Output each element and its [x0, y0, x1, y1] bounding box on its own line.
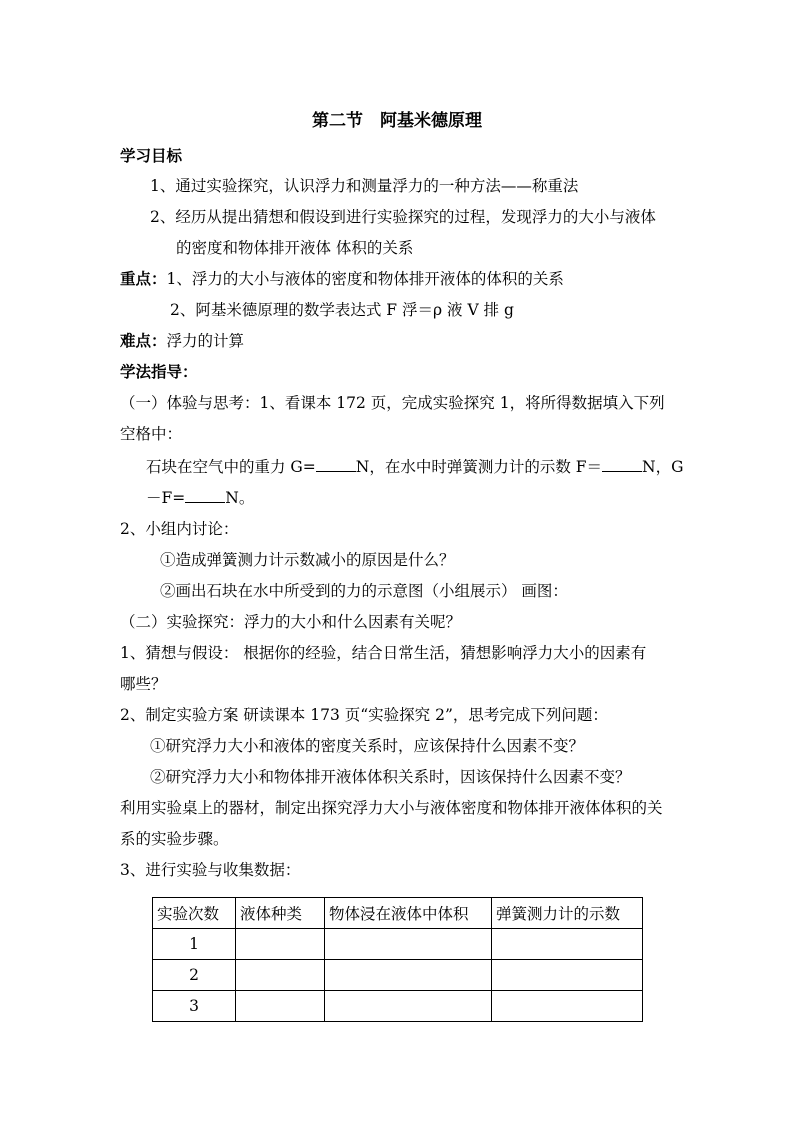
guess-line-1: 1、猜想与假设： 根据你的经验，结合日常生活，猜想影响浮力大小的因素有	[120, 644, 647, 662]
plan-line: 2、制定实验方案 研读课本 173 页“实验探究 2”，思考完成下列问题：	[120, 706, 608, 724]
table-cell-empty[interactable]	[492, 991, 643, 1022]
key-item-1: 1、浮力的大小与液体的密度和物体排开液体的体积的关系	[166, 270, 564, 288]
table-header-row	[153, 898, 643, 929]
table-row	[153, 991, 643, 1022]
difficulty	[120, 331, 244, 351]
table-cell-empty[interactable]	[492, 929, 643, 960]
table-cell-empty[interactable]	[236, 991, 325, 1022]
spring-reading-blank[interactable]	[602, 457, 642, 472]
steps-line-2: 系的实验步骤。	[120, 830, 229, 848]
table-header: 物体浸在液体中体积	[325, 898, 492, 929]
discuss-question-2: ②画出石块在水中所受到的力的示意图（小组展示） 画图：	[160, 582, 568, 600]
part2-heading: （二）实验探究：浮力的大小和什么因素有关呢？	[120, 613, 462, 631]
key-item-2: 2、阿基米德原理的数学表达式 F 浮＝ρ 液 V 排 g	[170, 301, 514, 319]
collect-heading: 3、进行实验与收集数据：	[120, 861, 301, 879]
table-cell-trial: 1	[153, 929, 236, 960]
part1-line-1: （一）体验与思考：1、看课本 172 页，完成实验探究 1，将所得数据填入下列	[120, 394, 665, 412]
goal-item-1: 1、通过实验探究，认识浮力和测量浮力的一种方法——称重法	[150, 177, 579, 195]
fill-text-c: N，G	[642, 458, 684, 476]
table-row	[153, 929, 643, 960]
guess-line-2: 哪些？	[120, 675, 167, 693]
difficulty-text: 浮力的计算	[166, 332, 245, 350]
table-cell-empty[interactable]	[492, 960, 643, 991]
table-cell-empty[interactable]	[325, 929, 492, 960]
table-header: 实验次数	[153, 898, 236, 929]
table-cell-empty[interactable]	[325, 960, 492, 991]
data-table	[152, 897, 643, 1022]
page-title: 第二节 阿基米德原理	[312, 111, 482, 131]
plan-question-1: ①研究浮力大小和液体的密度关系时，应该保持什么因素不变？	[150, 737, 585, 755]
method-heading: 学法指导：	[120, 363, 198, 381]
fill-text-d: －F=	[146, 489, 186, 507]
table-header: 液体种类	[236, 898, 325, 929]
key-point-1	[120, 269, 564, 289]
table-row	[153, 960, 643, 991]
part1-line-2: 空格中：	[120, 425, 183, 443]
table-cell-empty[interactable]	[236, 929, 325, 960]
fill-text-b: N，在水中时弹簧测力计的示数 F＝	[355, 458, 603, 476]
steps-line-1: 利用实验桌上的器材，制定出探究浮力大小与液体密度和物体排开液体体积的关	[120, 799, 663, 817]
goals-heading: 学习目标	[120, 147, 183, 165]
fill-line-1	[146, 457, 684, 477]
gravity-blank[interactable]	[316, 457, 356, 472]
fill-text-a: 石块在空气中的重力 G=	[146, 458, 316, 476]
key-label: 重点：	[120, 270, 167, 288]
difficulty-label: 难点：	[120, 332, 167, 350]
table-cell-empty[interactable]	[236, 960, 325, 991]
table-cell-empty[interactable]	[325, 991, 492, 1022]
table-header: 弹簧测力计的示数	[492, 898, 643, 929]
fill-text-e: N。	[225, 489, 255, 507]
table-cell-trial: 3	[153, 991, 236, 1022]
goal-item-2-line-2: 的密度和物体排开液体 体积的关系	[176, 239, 414, 257]
table-cell-trial: 2	[153, 960, 236, 991]
discuss-heading: 2、小组内讨论：	[120, 520, 239, 538]
discuss-question-1: ①造成弹簧测力计示数减小的原因是什么？	[160, 551, 455, 569]
goal-item-2-line-1: 2、经历从提出猜想和假设到进行实验探究的过程，发现浮力的大小与液体	[150, 208, 656, 226]
plan-question-2: ②研究浮力大小和物体排开液体体积关系时，因该保持什么因素不变？	[150, 768, 631, 786]
fill-line-2	[146, 488, 254, 508]
difference-blank[interactable]	[185, 488, 225, 503]
